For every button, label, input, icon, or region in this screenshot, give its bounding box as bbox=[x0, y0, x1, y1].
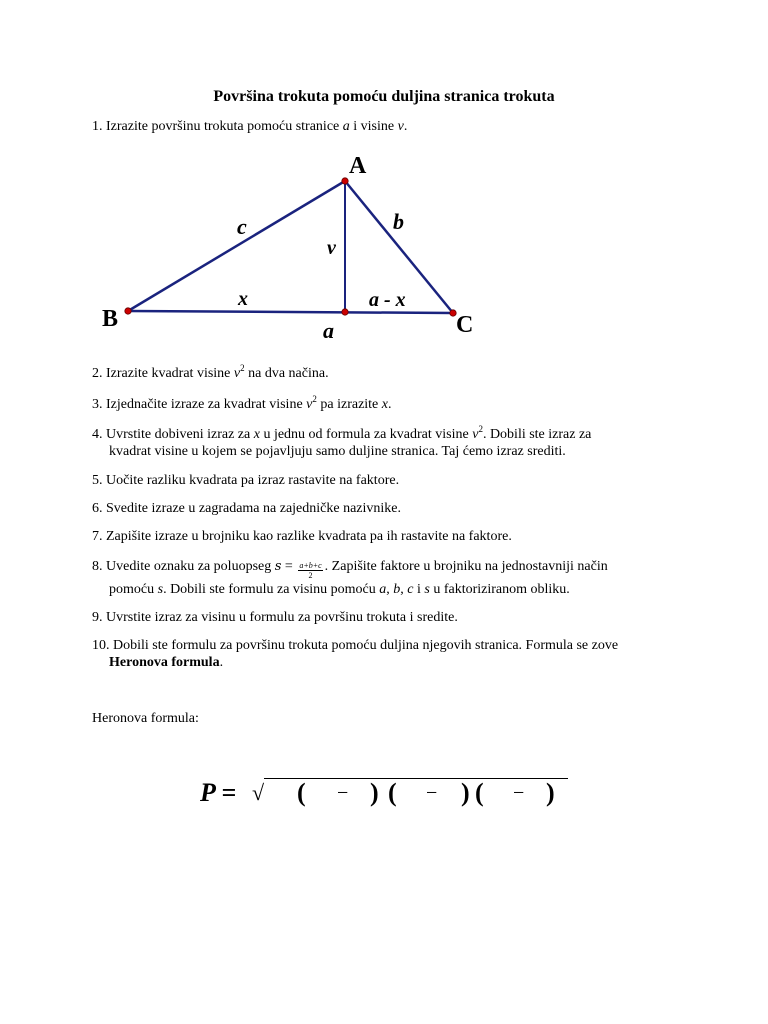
paren-open-1: ( bbox=[297, 778, 306, 807]
paren-close-1: ) bbox=[370, 778, 379, 807]
vertex-a-label: A bbox=[349, 153, 367, 179]
height-foot-point bbox=[342, 309, 348, 315]
segment-ax-label: a - x bbox=[369, 289, 406, 311]
step-6: 6. Svedite izraze u zagradama na zajedničke nazivnike. bbox=[92, 501, 402, 516]
semiperimeter-fraction: $\frac{a+b+c}{2}$ bbox=[299, 561, 322, 580]
segment-x-label: x bbox=[238, 288, 248, 310]
step-8: 8. Uvedite oznaku za poluopseg s = $\frac{a+b+c}{2}$ . Zapišite faktore u brojniku na jednostavniji način bbox=[92, 559, 608, 580]
vertex-b-label: B bbox=[102, 306, 119, 332]
side-a-line bbox=[128, 311, 453, 313]
sqrt-bar bbox=[264, 778, 568, 779]
side-c-label: c bbox=[237, 214, 247, 239]
step-2: 2. Izrazite kvadrat visine $v^2$ na dva načina. bbox=[92, 363, 329, 381]
vertex-c-label: C bbox=[456, 312, 474, 338]
step-10-line-2: Heronova formula. bbox=[109, 655, 224, 670]
side-b-label: b bbox=[393, 209, 404, 234]
paren-open-3: ( bbox=[475, 778, 484, 807]
step-4: 4. Uvrstite dobiveni izraz za x u jednu od formula za kvadrat visine $v^2$. Dobili ste izraz za bbox=[92, 424, 592, 442]
step-1: 1. Izrazite površinu trokuta pomoću stranice a i visine v. bbox=[92, 119, 408, 134]
height-label: v bbox=[327, 237, 336, 259]
heron-formula bbox=[200, 778, 580, 818]
minus-2: − bbox=[426, 782, 438, 804]
step-8-line-2: pomoću s. Dobili ste formulu za visinu pomoću a, b, c i s u faktoriziranom obliku. bbox=[109, 582, 570, 597]
minus-1: − bbox=[337, 782, 349, 804]
paren-open-2: ( bbox=[388, 778, 397, 807]
vertex-b-point bbox=[125, 308, 131, 314]
step-5: 5. Uočite razliku kvadrata pa izraz rastavite na faktore. bbox=[92, 473, 400, 488]
step-10: 10. Dobili ste formulu za površinu trokuta pomoću duljina njegovih stranica. Formula se zove bbox=[92, 638, 619, 653]
formula-p: P = bbox=[200, 778, 237, 807]
step-3: 3. Izjednačite izraze za kvadrat visine $v^2$ pa izrazite x. bbox=[92, 394, 392, 412]
paren-close-3: ) bbox=[546, 778, 555, 807]
paren-close-2: ) bbox=[461, 778, 470, 807]
step-7: 7. Zapišite izraze u brojniku kao razlike kvadrata pa ih rastavite na faktore. bbox=[92, 529, 512, 544]
side-a-label: a bbox=[323, 318, 334, 343]
side-c-line bbox=[128, 181, 345, 311]
sqrt-icon: √ bbox=[252, 780, 265, 805]
step-4-line-2: kvadrat visine u kojem se pojavljuju samo duljine stranica. Taj ćemo izraz srediti. bbox=[109, 444, 566, 459]
step-9: 9. Uvrstite izraz za visinu u formulu za površinu trokuta i sredite. bbox=[92, 610, 458, 625]
heron-formula-label: Heronova formula: bbox=[92, 711, 199, 726]
minus-3: − bbox=[513, 782, 525, 804]
page-title: Površina trokuta pomoću duljina stranica trokuta bbox=[213, 88, 555, 105]
vertex-a-point bbox=[342, 178, 348, 184]
